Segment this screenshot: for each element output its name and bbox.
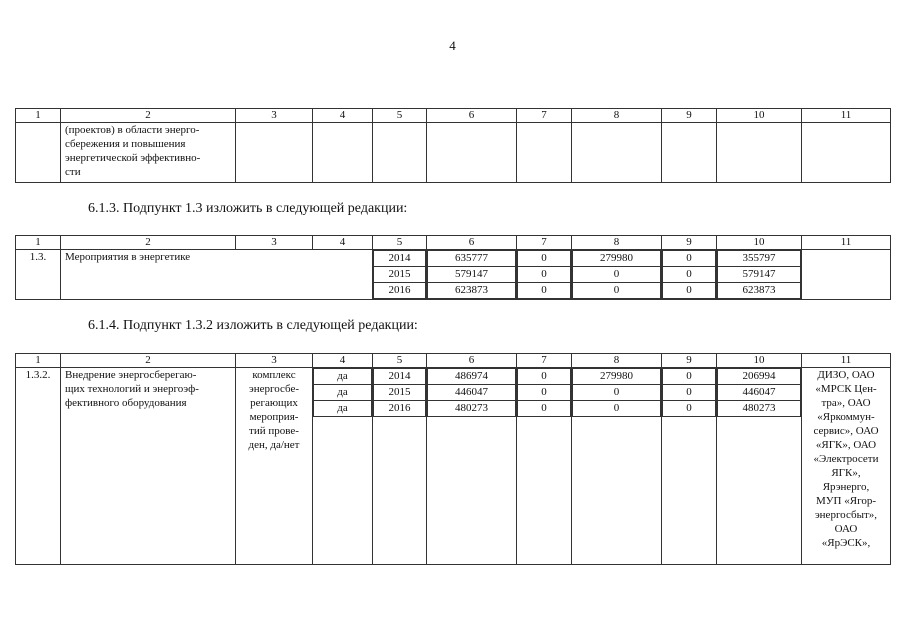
table-row (16, 368, 891, 565)
value-cell: 0 (518, 385, 571, 401)
column-header: 6 (427, 236, 517, 250)
value-cell: 206994 (718, 369, 801, 385)
value-cell: 0 (518, 251, 571, 267)
text-line: Ярэнерго, (822, 481, 870, 493)
column-header: 9 (662, 236, 717, 250)
text-line: тий прове- (249, 425, 299, 437)
value-cell: 579147 (718, 267, 801, 283)
column-header: 4 (313, 354, 373, 368)
column-header: 2 (61, 354, 236, 368)
item-number: 1.3.2. (16, 368, 61, 565)
column-header: 1 (16, 109, 61, 123)
column-header: 11 (802, 236, 891, 250)
value-cell: 0 (663, 385, 716, 401)
text-line: мероприя- (249, 411, 299, 423)
table-1-3-2 (15, 353, 891, 565)
page-number: 4 (449, 38, 456, 53)
value-cell: 0 (573, 401, 661, 417)
year-cell: 2016 (374, 401, 426, 417)
value-cell: 0 (663, 267, 716, 283)
column-header: 4 (313, 109, 373, 123)
value-cell: 0 (518, 267, 571, 283)
text-line: «ЯрЭСК», (821, 537, 871, 549)
text-line: сервис», ОАО (813, 425, 879, 437)
year-cell: 2015 (374, 267, 426, 283)
table-continuation (15, 108, 891, 183)
value-cell: 446047 (428, 385, 516, 401)
text-line: фективного оборудования (65, 397, 187, 409)
value-cell: 0 (573, 267, 661, 283)
text-line: МУП «Ягор- (815, 495, 876, 507)
value-cell: 279980 (573, 369, 661, 385)
year-cell: 2014 (374, 369, 426, 385)
table-1-3 (15, 235, 891, 300)
value-cell: 480273 (428, 401, 516, 417)
column-header: 9 (662, 109, 717, 123)
column-header: 3 (236, 109, 313, 123)
indicator-cell (236, 368, 313, 565)
column-header: 10 (717, 354, 802, 368)
column-header: 1 (16, 354, 61, 368)
column-header: 2 (61, 236, 236, 250)
activity-name-cell: Мероприятия в энергетике (61, 250, 373, 300)
value-cell: 0 (573, 283, 661, 299)
column-header: 8 (572, 109, 662, 123)
text-line: ден, да/нет (248, 439, 300, 451)
value-cell: да (314, 385, 372, 401)
text-line: ЯГК», (831, 467, 861, 479)
year-cell: 2015 (374, 385, 426, 401)
column-header: 5 (373, 354, 427, 368)
text-line: ДИЗО, ОАО (817, 369, 875, 381)
text-line: комплекс (252, 369, 296, 381)
column-header-row (16, 354, 891, 368)
value-cell: да (314, 369, 372, 385)
executors-cell (802, 368, 891, 565)
column-header: 11 (802, 109, 891, 123)
section-heading-1-3: 6.1.3. Подпункт 1.3 изложить в следующей редакции: (88, 201, 408, 216)
text-line: «МРСК Цен- (815, 383, 877, 395)
text-line: энергосбе- (248, 383, 299, 395)
column-header: 11 (802, 354, 891, 368)
value-cell: 446047 (718, 385, 801, 401)
value-cell: 0 (518, 283, 571, 299)
text-line: сти (65, 166, 81, 178)
section-heading-1-3-2: 6.1.4. Подпункт 1.3.2 изложить в следующей редакции: (88, 318, 418, 333)
year-cell: 2014 (374, 251, 426, 267)
column-header: 6 (427, 109, 517, 123)
text-line: «ЯГК», ОАО (815, 439, 877, 451)
column-header: 10 (717, 109, 802, 123)
table-row (16, 123, 891, 183)
value-cell: 635777 (428, 251, 516, 267)
text-line: энергетической эффективно- (65, 152, 201, 164)
column-header: 7 (517, 109, 572, 123)
text-line: щих технологий и энергоэф- (65, 383, 199, 395)
column-header: 3 (236, 354, 313, 368)
column-header-row (16, 109, 891, 123)
table-row (16, 250, 891, 300)
value-cell: 279980 (573, 251, 661, 267)
column-header: 8 (572, 236, 662, 250)
value-cell: 579147 (428, 267, 516, 283)
column-header: 1 (16, 236, 61, 250)
text-line: «Электросети (813, 453, 879, 465)
column-header: 5 (373, 236, 427, 250)
text-line: тра», ОАО (821, 397, 871, 409)
column-header: 6 (427, 354, 517, 368)
value-cell: 486974 (428, 369, 516, 385)
text-line: регающих (250, 397, 298, 409)
column-header: 8 (572, 354, 662, 368)
column-header: 4 (313, 236, 373, 250)
item-number: 1.3. (16, 250, 61, 300)
column-header-row (16, 236, 891, 250)
text-line: ОАО (834, 523, 858, 535)
text-line: энергосбыт», (814, 509, 878, 521)
value-cell: 355797 (718, 251, 801, 267)
column-header: 10 (717, 236, 802, 250)
text-line: сбережения и повышения (65, 138, 186, 150)
value-cell: 0 (663, 401, 716, 417)
value-cell: 480273 (718, 401, 801, 417)
value-cell: 623873 (428, 283, 516, 299)
text-line: Внедрение энергосберегаю- (65, 369, 197, 381)
year-cell: 2016 (374, 283, 426, 299)
column-header: 7 (517, 236, 572, 250)
column-header: 2 (61, 109, 236, 123)
activity-name-cell (61, 368, 236, 565)
value-cell: 0 (518, 401, 571, 417)
value-cell: 0 (663, 369, 716, 385)
value-cell: 0 (518, 369, 571, 385)
value-cell: 0 (573, 385, 661, 401)
text-line: (проектов) в области энерго- (65, 124, 200, 136)
value-cell: 0 (663, 251, 716, 267)
value-cell: 0 (663, 283, 716, 299)
column-header: 5 (373, 109, 427, 123)
column-header: 3 (236, 236, 313, 250)
column-header: 9 (662, 354, 717, 368)
column-header: 7 (517, 354, 572, 368)
text-line: «Яркоммун- (817, 411, 875, 423)
value-cell: да (314, 401, 372, 417)
value-cell: 623873 (718, 283, 801, 299)
activity-name-cell (61, 123, 236, 183)
